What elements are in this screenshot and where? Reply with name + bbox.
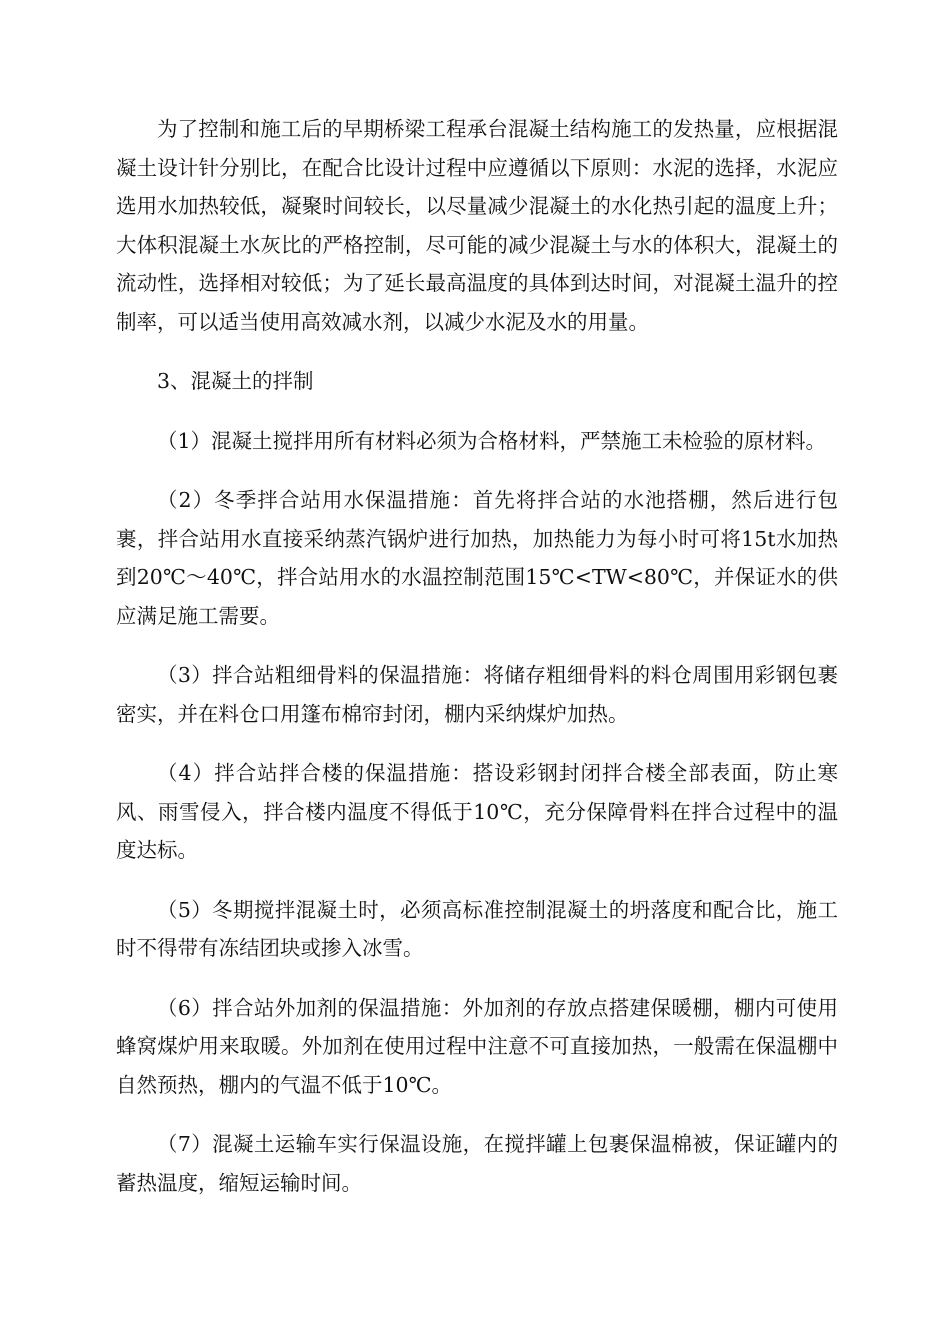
- paragraph-item-6-admixture-insulation: （6）拌合站外加剂的保温措施：外加剂的存放点搭建保暖棚，棚内可使用蜂窝煤炉用来取暖。外加剂在使用过程中注意不可直接加热，一般需在保温棚中自然预热，棚内的气温不低于10℃。: [116, 995, 838, 1097]
- paragraph-item-2-water-insulation: （2）冬季拌合站用水保温措施：首先将拌合站的水池搭棚，然后进行包裹，拌合站用水直接采纳蒸汽锅炉进行加热，加热能力为每小时可将15t水加热到20℃～40℃，拌合站用水的水温控制范围15℃<TW<80℃，并保证水的供应满足施工需要。: [116, 488, 838, 628]
- paragraph-mix-design-principles: 为了控制和施工后的早期桥梁工程承台混凝土结构施工的发热量，应根据混凝土设计针分别比，在配合比设计过程中应遵循以下原则：水泥的选择，水泥应选用水加热较低，凝聚时间较长，以尽量减少混凝土的水化热引起的温度上升；大体积混凝土水灰比的严格控制，尽可能的减少混凝土与水的体积大，混凝土的流动性，选择相对较低；为了延长最高温度的具体到达时间，对混凝土温升的控制率，可以适当使用高效减水剂，以减少水泥及水的用量。: [116, 117, 838, 334]
- paragraph-item-1-materials: （1）混凝土搅拌用所有材料必须为合格材料，严禁施工未检验的原材料。: [157, 428, 827, 453]
- paragraph-item-3-aggregate-insulation: （3）拌合站粗细骨料的保温措施：将储存粗细骨料的料仓周围用彩钢包裹密实，并在料仓口用篷布棉帘封闭，棚内采纳煤炉加热。: [116, 663, 838, 726]
- section-heading-concrete-mixing: 3、混凝土的拌制: [157, 369, 314, 393]
- paragraph-item-7-transport-insulation: （7）混凝土运输车实行保温设施，在搅拌罐上包裹保温棉被，保证罐内的蓄热温度，缩短运输时间。: [116, 1132, 838, 1195]
- paragraph-item-5-winter-mixing: （5）冬期搅拌混凝土时，必须高标准控制混凝土的坍落度和配合比，施工时不得带有冻结团块或掺入冰雪。: [116, 897, 838, 960]
- paragraph-item-4-mixing-building-insulation: （4）拌合站拌合楼的保温措施：搭设彩钢封闭拌合楼全部表面，防止寒风、雨雪侵入，拌合楼内温度不得低于10℃，充分保障骨料在拌合过程中的温度达标。: [116, 761, 838, 862]
- document-body: [116, 110, 838, 1223]
